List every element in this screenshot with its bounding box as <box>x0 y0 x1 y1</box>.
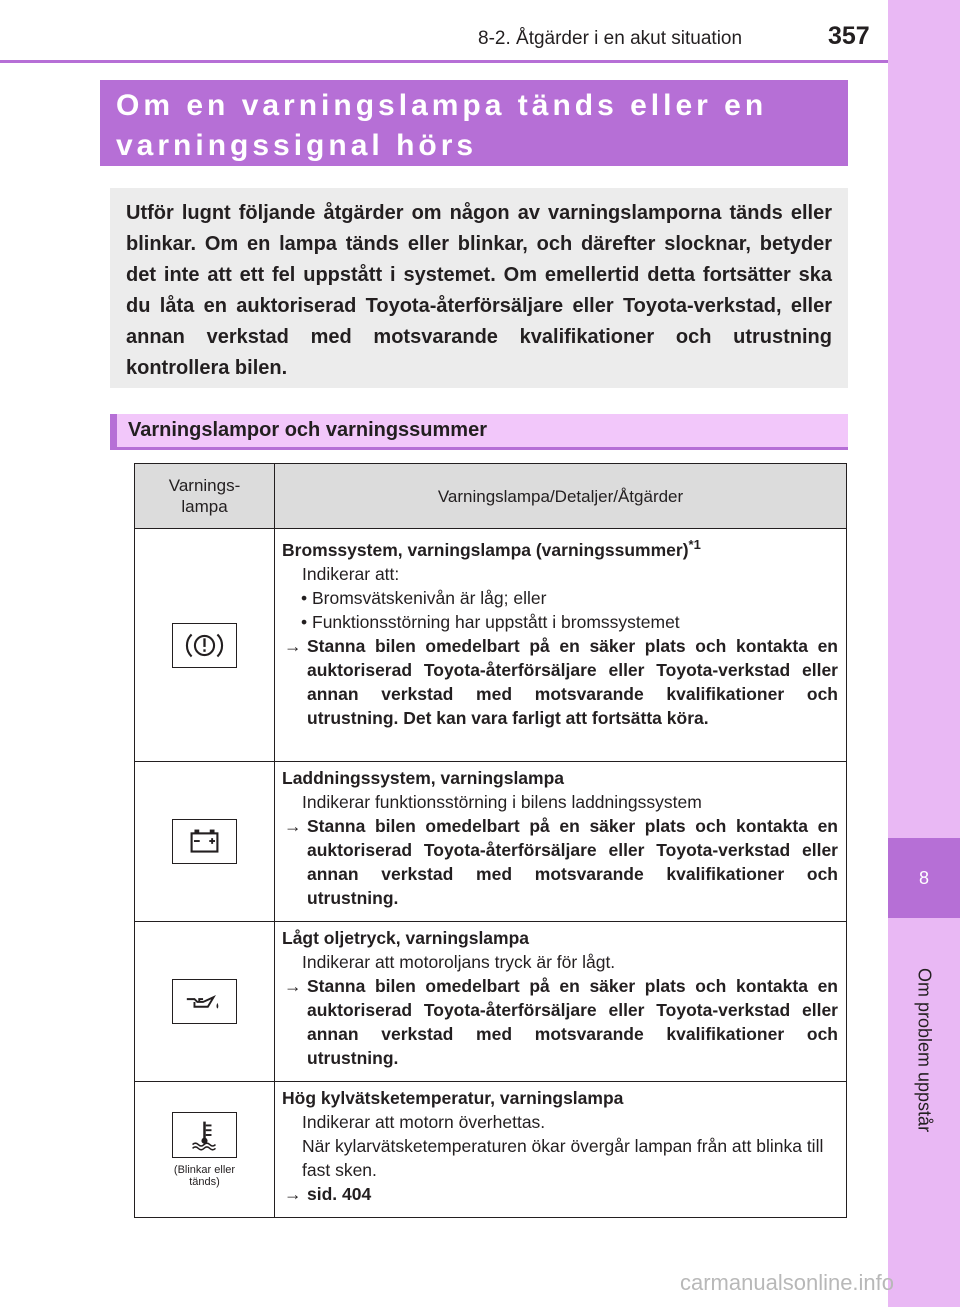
lamp-bullet: • Bromsvätskenivån är låg; eller <box>301 587 547 608</box>
lamp-bullet: • Funktionsstörning har uppstått i bromssystemet <box>301 611 680 632</box>
lamp-cell <box>135 1082 275 1218</box>
lamp-title: Lågt oljetryck, varningslampa <box>282 928 530 948</box>
header-rule <box>0 60 888 63</box>
col-header-lamp: Varnings-lampa <box>135 464 275 529</box>
page-heading-line2: varningssignal hörs <box>116 129 478 162</box>
warning-lamp-table <box>134 463 847 1218</box>
chapter-title-text: Om problem uppstår <box>914 967 935 1133</box>
lamp-title: Hög kylvätsketemperatur, varningslampa <box>282 1088 624 1108</box>
battery-charge-icon <box>172 819 237 864</box>
table-row <box>135 1082 847 1218</box>
lamp-action: → Stanna bilen omedelbart på en säker plats och kontakta en auktoriserad Toyota-återförsäljare eller Toyota-verkstad eller annan verkstad med motsvarande kvalifikationer och utrustning. Det kan vara farligt att fortsätta köra. <box>284 635 838 728</box>
detail-cell <box>275 922 847 1082</box>
table-row <box>135 529 847 762</box>
chapter-title <box>902 930 946 1170</box>
detail-cell <box>275 529 847 762</box>
arrow-icon: → <box>284 635 302 656</box>
lamp-action: → Stanna bilen omedelbart på en säker plats och kontakta en auktoriserad Toyota-återförsäljare eller Toyota-verkstad eller annan verkstad med motsvarande kvalifikationer och utrustning. <box>284 976 838 1068</box>
icon-note: (Blinkar eller tänds) <box>173 1163 236 1188</box>
lamp-action: → Stanna bilen omedelbart på en säker plats och kontakta en auktoriserad Toyota-återförsäljare eller Toyota-verkstad eller annan verkstad med motsvarande kvalifikationer och utrustning. <box>284 816 838 908</box>
lamp-cell <box>135 762 275 922</box>
brake-warning-icon <box>172 623 237 668</box>
intro-box <box>110 188 848 388</box>
page-heading <box>100 80 848 166</box>
table-row <box>135 762 847 922</box>
page-heading-line1: Om en varningslampa tänds eller en <box>116 89 768 122</box>
arrow-icon: → <box>284 1184 302 1204</box>
table-header-row <box>135 464 847 529</box>
col-header-details: Varningslampa/Detaljer/Åtgärder <box>275 464 847 529</box>
table-row <box>135 922 847 1082</box>
lamp-detail: Indikerar att motoroljans tryck är för lågt. <box>302 952 616 972</box>
subheading-text: Varningslampor och varningssummer <box>128 419 487 441</box>
lamp-cell <box>135 529 275 762</box>
intro-text: Utför lugnt följande åtgärder om någon av varningslamporna tänds eller blinkar. Om en lampa tänds eller blinkar, och därefter slocknar, betyder det inte att ett fel uppstått i systemet. Om emellertid detta fortsätter ska du låta en auktoriserad Toyota-återförsäljare eller Toyota-verkstad, eller annan verkstad med motsvarande kvalifikationer och utrustning kontrollera bilen. <box>126 202 832 379</box>
lamp-title: Bromssystem, varningslampa (varningssummer)$^{*1}$ <box>282 537 701 560</box>
coolant-temperature-icon <box>172 1112 237 1158</box>
page-reference-link[interactable]: → sid. 404 <box>284 1184 372 1204</box>
chapter-number-tab[interactable]: 8 <box>888 838 960 918</box>
section-title: 8-2. Åtgärder i en akut situation <box>478 28 743 49</box>
lamp-title: Laddningssystem, varningslampa <box>282 768 565 788</box>
lamp-indicates: Indikerar att: <box>302 563 400 584</box>
detail-cell <box>275 762 847 922</box>
watermark: carmanualsonline.info <box>680 1270 895 1295</box>
detail-cell <box>275 1082 847 1218</box>
oil-pressure-icon <box>172 979 237 1024</box>
arrow-icon: → <box>284 816 302 836</box>
lamp-cell <box>135 922 275 1082</box>
lamp-detail: Indikerar funktionsstörning i bilens laddningssystem <box>302 792 702 812</box>
subheading <box>110 414 848 450</box>
lamp-detail-2: När kylarvätsketemperaturen ökar övergår lampan från att blinka till fast sken. <box>302 1136 824 1180</box>
subheading-marker <box>110 414 117 447</box>
chapter-sidebar <box>888 0 960 1307</box>
lamp-detail: Indikerar att motorn överhettas. <box>302 1112 546 1132</box>
page-number: 357 <box>828 22 870 50</box>
arrow-icon: → <box>284 976 302 996</box>
footnote-marker[interactable]: *1 <box>688 537 701 552</box>
